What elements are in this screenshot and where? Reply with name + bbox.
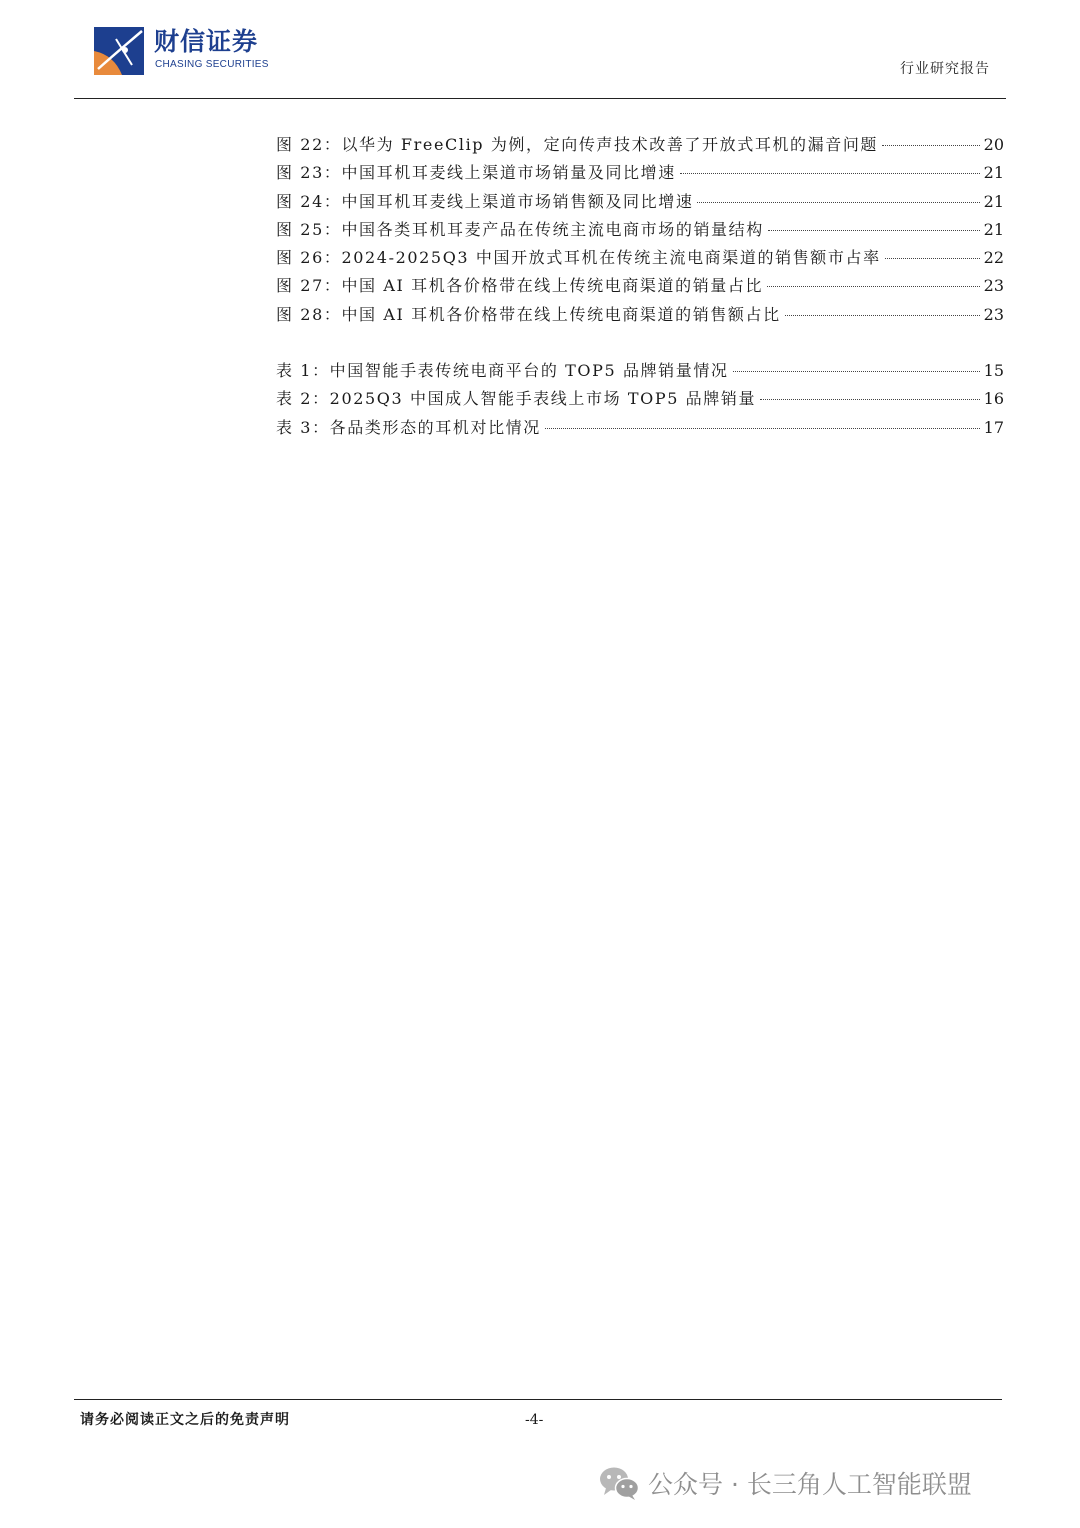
figure-list xyxy=(276,131,1004,329)
toc-entry-page: 15 xyxy=(983,361,1004,381)
page-header xyxy=(0,0,1080,100)
toc-entry-figure-22[interactable] xyxy=(276,131,1004,159)
toc-entry-table-3[interactable] xyxy=(276,414,1004,442)
toc-entry-label: 表 2：2025Q3 中国成人智能手表线上市场 TOP5 品牌销量 xyxy=(276,389,757,409)
watermark-text: 公众号 · 长三角人工智能联盟 xyxy=(648,1470,972,1499)
header-divider xyxy=(74,98,1006,99)
toc-entry-label: 表 1：中国智能手表传统电商平台的 TOP5 品牌销量情况 xyxy=(276,361,729,381)
toc-dot-leader xyxy=(733,371,980,372)
logo-chinese-name: 财信证券 xyxy=(154,27,259,56)
toc-entry-table-1[interactable] xyxy=(276,357,1004,385)
toc-entry-page: 17 xyxy=(983,417,1004,437)
toc-entry-label: 图 27：中国 AI 耳机各价格带在线上传统电商渠道的销量占比 xyxy=(276,276,764,296)
toc-dot-leader xyxy=(785,315,980,316)
report-type-label: 行业研究报告 xyxy=(900,61,990,77)
toc-entry-figure-23[interactable] xyxy=(276,159,1004,187)
toc-entry-label: 图 26：2024-2025Q3 中国开放式耳机在传统主流电商渠道的销售额市占率 xyxy=(276,248,881,268)
toc-dot-leader xyxy=(882,145,980,146)
toc-dot-leader xyxy=(760,399,980,400)
toc-entry-figure-24[interactable] xyxy=(276,188,1004,216)
toc-entry-label: 图 28：中国 AI 耳机各价格带在线上传统电商渠道的销售额占比 xyxy=(276,304,781,324)
toc-dot-leader xyxy=(767,286,980,287)
toc-dot-leader xyxy=(885,258,980,259)
chasing-securities-logo-icon xyxy=(92,25,146,77)
logo-english-name: CHASING SECURITIES xyxy=(155,59,269,70)
toc-entry-page: 23 xyxy=(983,276,1004,296)
toc-entry-page: 21 xyxy=(983,219,1004,239)
table-list xyxy=(276,357,1004,442)
toc-dot-leader xyxy=(680,173,980,174)
wechat-icon xyxy=(598,1464,640,1502)
toc-entry-label: 图 23：中国耳机耳麦线上渠道市场销量及同比增速 xyxy=(276,163,676,183)
toc-entry-label: 表 3：各品类形态的耳机对比情况 xyxy=(276,417,541,437)
toc-entry-page: 23 xyxy=(983,304,1004,324)
toc-entry-table-2[interactable] xyxy=(276,385,1004,413)
toc-entry-figure-27[interactable] xyxy=(276,272,1004,300)
toc-dot-leader xyxy=(545,428,980,429)
watermark xyxy=(598,1463,972,1503)
toc-entry-figure-25[interactable] xyxy=(276,216,1004,244)
toc-entry-label: 图 25：中国各类耳机耳麦产品在传统主流电商市场的销量结构 xyxy=(276,219,764,239)
toc-entry-page: 21 xyxy=(983,191,1004,211)
toc-entry-figure-26[interactable] xyxy=(276,244,1004,272)
toc-entry-label: 图 24：中国耳机耳麦线上渠道市场销售额及同比增速 xyxy=(276,191,694,211)
toc-dot-leader xyxy=(768,230,980,231)
toc-dot-leader xyxy=(697,202,979,203)
toc-entry-page: 20 xyxy=(983,135,1004,154)
toc-entry-page: 16 xyxy=(983,389,1004,409)
page-number: -4- xyxy=(525,1412,544,1428)
toc-entry-label: 图 22：以华为 FreeClip 为例，定向传声技术改善了开放式耳机的漏音问题 xyxy=(276,135,879,154)
table-of-contents xyxy=(276,131,1004,442)
toc-entry-figure-28[interactable] xyxy=(276,301,1004,329)
disclaimer-note: 请务必阅读正文之后的免责声明 xyxy=(80,1412,290,1428)
toc-entry-page: 22 xyxy=(983,248,1004,268)
footer-divider xyxy=(74,1399,1002,1400)
toc-entry-page: 21 xyxy=(983,163,1004,183)
